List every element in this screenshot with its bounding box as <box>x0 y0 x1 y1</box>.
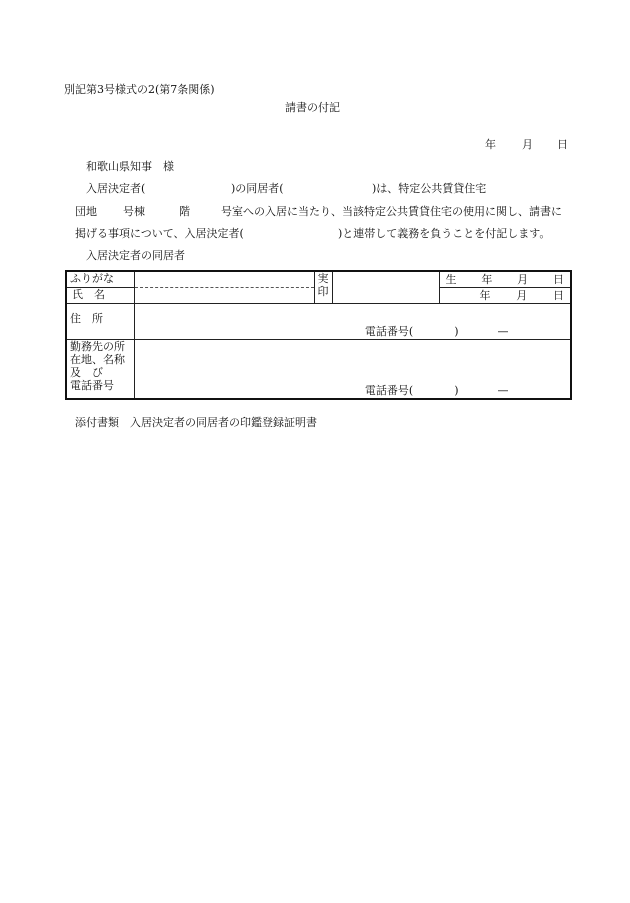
birth-month-label: 月 <box>517 273 529 286</box>
body-line1-b: )の同居者( <box>231 182 284 195</box>
seal-label-cell <box>314 271 332 304</box>
body-line2-d: 号室への入居に当たり、当該特定公共賃貸住宅の使用に関し、請書に <box>221 205 562 218</box>
seal-label-1: 実 <box>317 272 329 285</box>
name-label-cell <box>66 287 134 303</box>
workplace-label-4: 電話番号 <box>70 379 114 392</box>
workplace-tel-dash: — <box>497 384 509 397</box>
furigana-label: ふりがな <box>70 272 114 285</box>
birth-date-cell <box>439 271 571 304</box>
date-year-label: 年 <box>485 138 496 151</box>
body-line1-c: )は、特定公共賃貸住宅 <box>372 182 487 195</box>
age-year-label: 年 <box>479 289 491 302</box>
address-label-cell <box>66 304 134 340</box>
birth-line-2 <box>440 287 571 303</box>
birth-label: 生 <box>445 273 457 286</box>
workplace-field[interactable] <box>134 340 571 400</box>
address-tel-close: ) <box>454 325 459 338</box>
section-label: 入居決定者の同居者 <box>86 249 185 262</box>
body-line1-a: 入居決定者( <box>86 182 146 195</box>
date-day-label: 日 <box>557 138 568 151</box>
address-tel-dash: — <box>497 325 509 338</box>
addressee: 和歌山県知事 様 <box>86 160 174 173</box>
form-id: 別記第3号様式の2(第7条関係) <box>64 83 215 96</box>
body-line2-a: 団地 <box>75 205 97 218</box>
furigana-label-cell <box>66 271 134 287</box>
body-line3-b: )と連帯して義務を負うことを付記します。 <box>338 227 551 240</box>
address-tel-label: 電話番号( <box>364 325 414 338</box>
address-tel <box>365 325 556 338</box>
body-line3-a: 掲げる事項について、入居決定者( <box>75 227 244 240</box>
furigana-field[interactable] <box>134 271 314 287</box>
body-line2-b: 号棟 <box>123 205 145 218</box>
cohabitant-table <box>65 270 572 400</box>
workplace-label-1: 勤務先の所 <box>70 340 125 353</box>
workplace-tel-close: ) <box>454 384 459 397</box>
workplace-label-cell <box>66 340 134 400</box>
workplace-tel <box>365 384 556 397</box>
workplace-tel-label: 電話番号( <box>364 384 414 397</box>
seal-field[interactable] <box>332 271 439 304</box>
address-label: 住 所 <box>70 312 103 325</box>
birth-day-label: 日 <box>552 273 564 286</box>
age-day-label: 日 <box>553 289 564 302</box>
birth-year-label: 年 <box>481 273 493 286</box>
address-field[interactable] <box>134 304 571 340</box>
name-label: 氏 名 <box>72 287 105 301</box>
attachment-note: 添付書類 入居決定者の同居者の印鑑登録証明書 <box>75 416 317 429</box>
birth-line-1 <box>440 272 571 287</box>
workplace-label-2: 在地、名称 <box>70 353 125 366</box>
workplace-label-3: 及 び <box>70 366 103 379</box>
name-field[interactable] <box>134 287 314 303</box>
seal-label-2: 印 <box>317 285 329 298</box>
form-title: 請書の付記 <box>285 101 340 114</box>
date-month-label: 月 <box>522 138 533 151</box>
body-line2-c: 階 <box>179 205 190 218</box>
age-month-label: 月 <box>516 289 528 302</box>
